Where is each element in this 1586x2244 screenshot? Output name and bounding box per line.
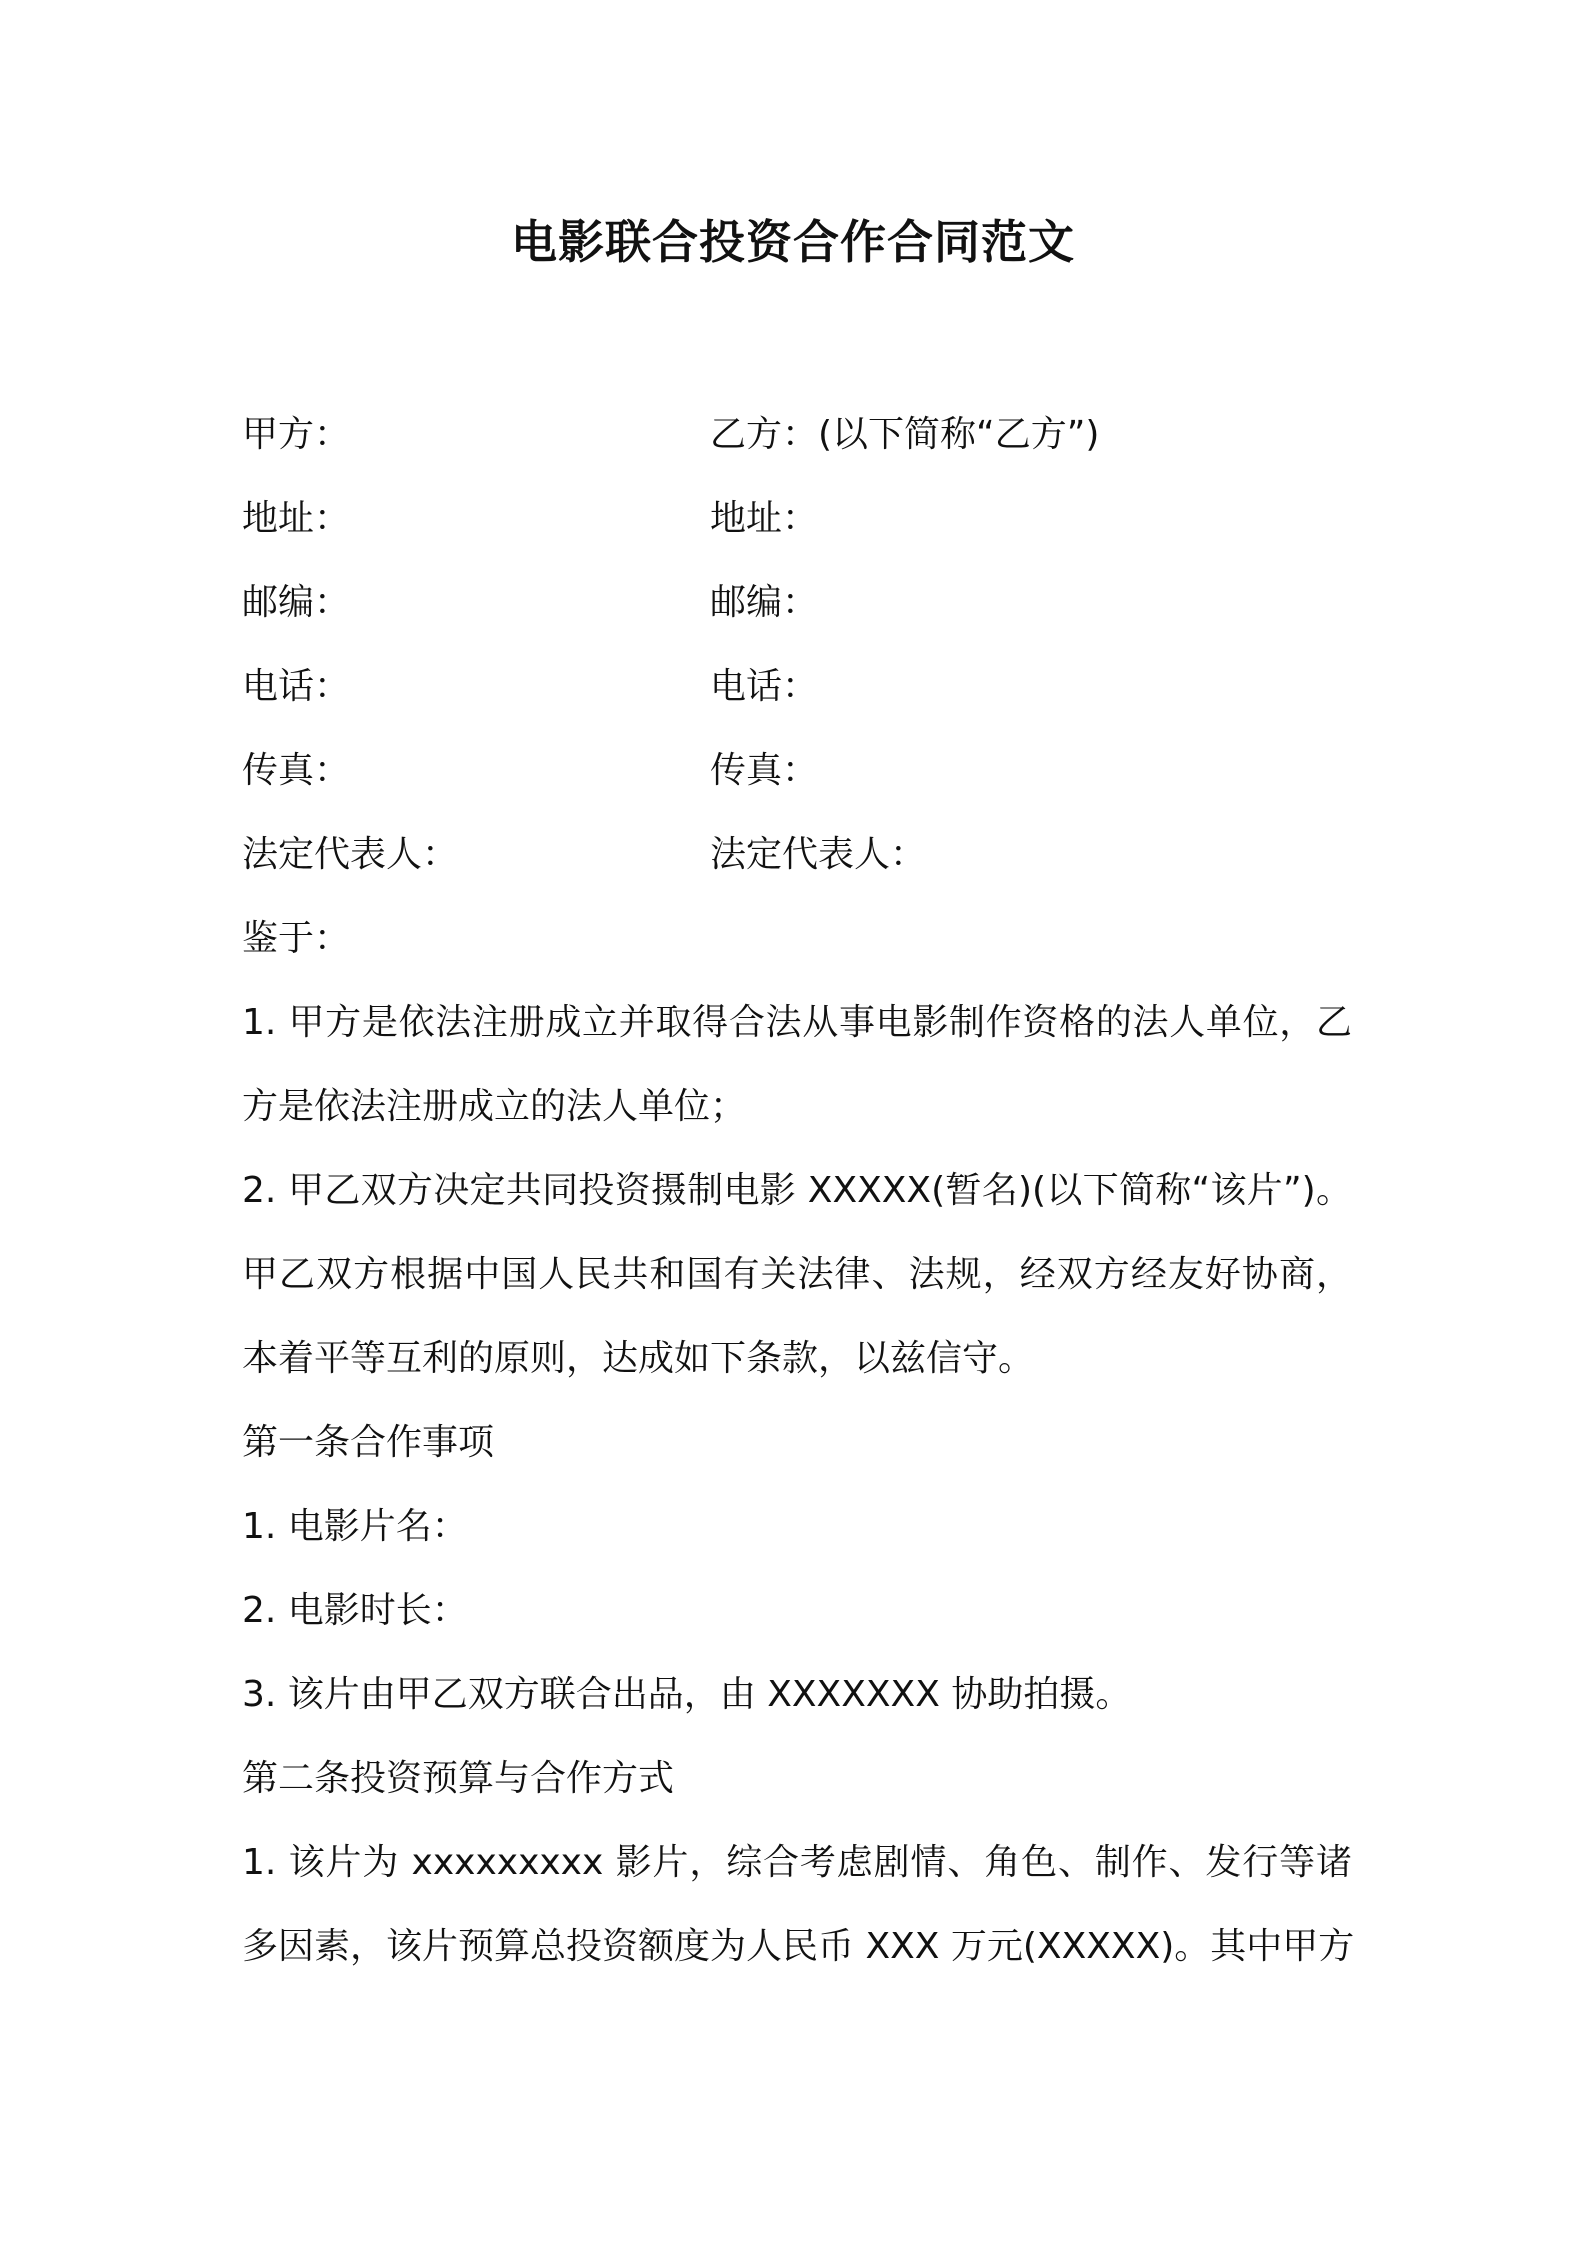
party-b-postcode-label: 邮编： xyxy=(710,582,819,623)
article-1-item-2: 2. 电影时长： xyxy=(242,1590,468,1631)
document-title: 电影联合投资合作合同范文 xyxy=(511,215,1075,269)
party-a-phone-label: 电话： xyxy=(242,666,351,707)
party-b-phone-label: 电话： xyxy=(710,666,819,707)
recital-2: 2. 甲乙双方决定共同投资摄制电影 XXXXX(暂名)(以下简称“该片”)。 xyxy=(242,1170,1352,1211)
article-2-item-1-line-2: 多因素，该片预算总投资额度为人民币 XXX 万元(XXXXX)。其中甲方 xyxy=(242,1926,1355,1967)
recital-1-line-2: 方是依法注册成立的法人单位； xyxy=(242,1086,747,1127)
article-2-heading: 第二条投资预算与合作方式 xyxy=(242,1758,675,1799)
party-b-fax-label: 传真： xyxy=(710,750,819,791)
agreement-line-1: 甲乙双方根据中国人民共和国有关法律、法规，经双方经友好协商， xyxy=(242,1254,1352,1295)
article-1-heading: 第一条合作事项 xyxy=(242,1422,495,1463)
party-b-address-label: 地址： xyxy=(710,498,819,539)
party-a-fax-label: 传真： xyxy=(242,750,351,791)
article-1-item-3: 3. 该片由甲乙双方联合出品，由 XXXXXXX 协助拍摄。 xyxy=(242,1674,1132,1715)
party-a-address-label: 地址： xyxy=(242,498,351,539)
recital-1-line-1: 1. 甲方是依法注册成立并取得合法从事电影制作资格的法人单位，乙 xyxy=(242,1002,1352,1043)
party-a-postcode-label: 邮编： xyxy=(242,582,351,623)
party-b-name-label: 乙方：(以下简称“乙方”) xyxy=(710,414,1100,455)
party-b-legal-rep-label: 法定代表人： xyxy=(710,834,927,875)
article-1-item-1: 1. 电影片名： xyxy=(242,1506,468,1547)
article-2-item-1-line-1: 1. 该片为 xxxxxxxxx 影片，综合考虑剧情、角色、制作、发行等诸 xyxy=(242,1842,1352,1883)
whereas-heading: 鉴于： xyxy=(242,918,351,959)
agreement-line-2: 本着平等互利的原则，达成如下条款，以兹信守。 xyxy=(242,1338,1035,1379)
party-a-legal-rep-label: 法定代表人： xyxy=(242,834,459,875)
party-a-name-label: 甲方： xyxy=(242,414,351,455)
